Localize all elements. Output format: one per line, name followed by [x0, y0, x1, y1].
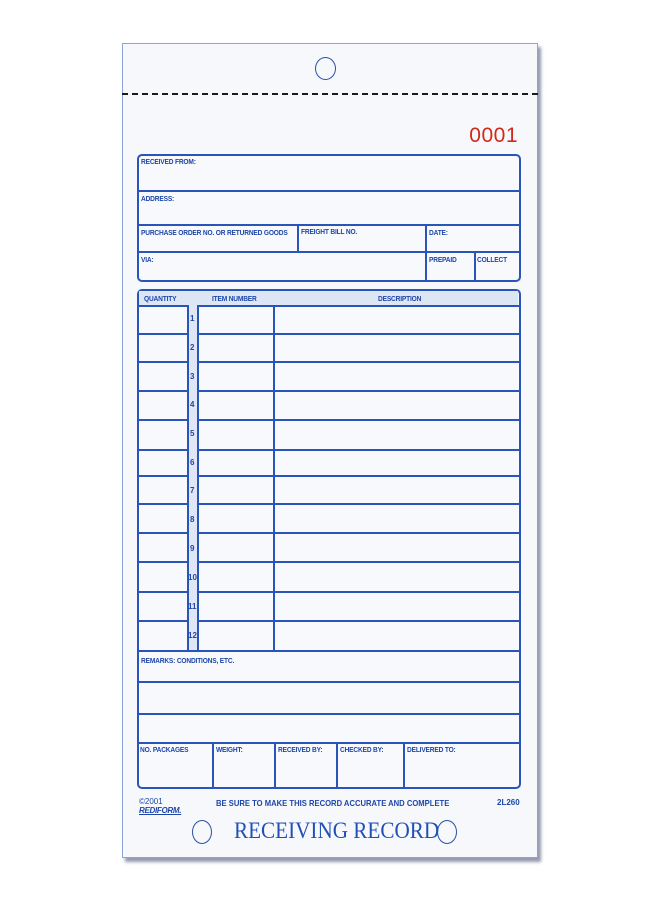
accuracy-notice: BE SURE TO MAKE THIS RECORD ACCURATE AND COMPLETE [216, 798, 450, 808]
form-code: 2L260 [497, 798, 520, 807]
row-number: 12 [188, 631, 197, 640]
column-item-number: ITEM NUMBER [212, 294, 257, 303]
divider [273, 305, 275, 650]
divider [199, 419, 520, 421]
column-quantity: QUANTITY [144, 294, 177, 303]
collect-field[interactable]: COLLECT [477, 255, 507, 264]
perforation-line [122, 93, 538, 95]
row-number: 7 [190, 486, 195, 495]
row-number: 2 [190, 343, 195, 352]
row-number: 10 [188, 573, 197, 582]
divider [474, 252, 476, 281]
divider [138, 532, 187, 534]
serial-number: 0001 [469, 124, 518, 147]
divider [138, 190, 520, 192]
row-number: 6 [190, 458, 195, 467]
row-number: 8 [190, 515, 195, 524]
divider [199, 503, 520, 505]
divider [138, 713, 520, 715]
binding-hole-top [315, 57, 336, 80]
divider [297, 225, 299, 252]
freight-bill-field[interactable]: FREIGHT BILL NO. [301, 227, 358, 236]
divider [199, 591, 520, 593]
divider [138, 620, 187, 622]
divider [403, 743, 405, 787]
delivered-to-field[interactable]: DELIVERED TO: [407, 745, 456, 754]
column-description: DESCRIPTION [378, 294, 422, 303]
row-number: 1 [190, 314, 195, 323]
divider [199, 333, 520, 335]
divider [199, 532, 520, 534]
checked-by-field[interactable]: CHECKED BY: [340, 745, 384, 754]
divider [425, 225, 427, 281]
divider [138, 681, 520, 683]
divider [138, 390, 187, 392]
items-table-header [139, 291, 518, 305]
divider [138, 224, 520, 226]
divider [199, 390, 520, 392]
via-field[interactable]: VIA: [141, 255, 154, 264]
row-number: 5 [190, 429, 195, 438]
divider [199, 475, 520, 477]
divider [138, 591, 187, 593]
divider [138, 419, 187, 421]
divider [138, 251, 520, 253]
row-number: 9 [190, 544, 195, 553]
received-from-field[interactable]: RECEIVED FROM: [141, 157, 196, 166]
divider [199, 449, 520, 451]
binding-hole-right [437, 820, 457, 844]
remarks-field[interactable]: REMARKS: CONDITIONS, ETC. [141, 656, 235, 665]
address-field[interactable]: ADDRESS: [141, 194, 175, 203]
divider [138, 650, 520, 652]
divider [138, 449, 187, 451]
prepaid-field[interactable]: PREPAID [429, 255, 457, 264]
divider [199, 561, 520, 563]
no-packages-field[interactable]: NO. PACKAGES [140, 745, 189, 754]
row-number: 11 [188, 602, 197, 611]
date-field[interactable]: DATE: [429, 228, 448, 237]
divider [138, 742, 520, 744]
brand-logo: REDIFORM. [139, 806, 182, 815]
row-number: 3 [190, 372, 195, 381]
divider [199, 361, 520, 363]
divider [138, 561, 187, 563]
divider [138, 475, 187, 477]
divider [274, 743, 276, 787]
row-number: 4 [190, 400, 195, 409]
weight-field[interactable]: WEIGHT: [216, 745, 243, 754]
divider [138, 333, 187, 335]
copyright: ©2001 [139, 797, 163, 806]
purchase-order-field[interactable]: PURCHASE ORDER NO. OR RETURNED GOODS [141, 228, 288, 237]
received-by-field[interactable]: RECEIVED BY: [278, 745, 323, 754]
divider [138, 503, 187, 505]
divider [336, 743, 338, 787]
divider [138, 361, 187, 363]
shipment-info-box [137, 154, 521, 282]
binding-hole-left [192, 820, 212, 844]
divider [212, 743, 214, 787]
divider [199, 620, 520, 622]
form-title: RECEIVING RECORD [234, 818, 440, 843]
line-number-strip [187, 305, 199, 650]
